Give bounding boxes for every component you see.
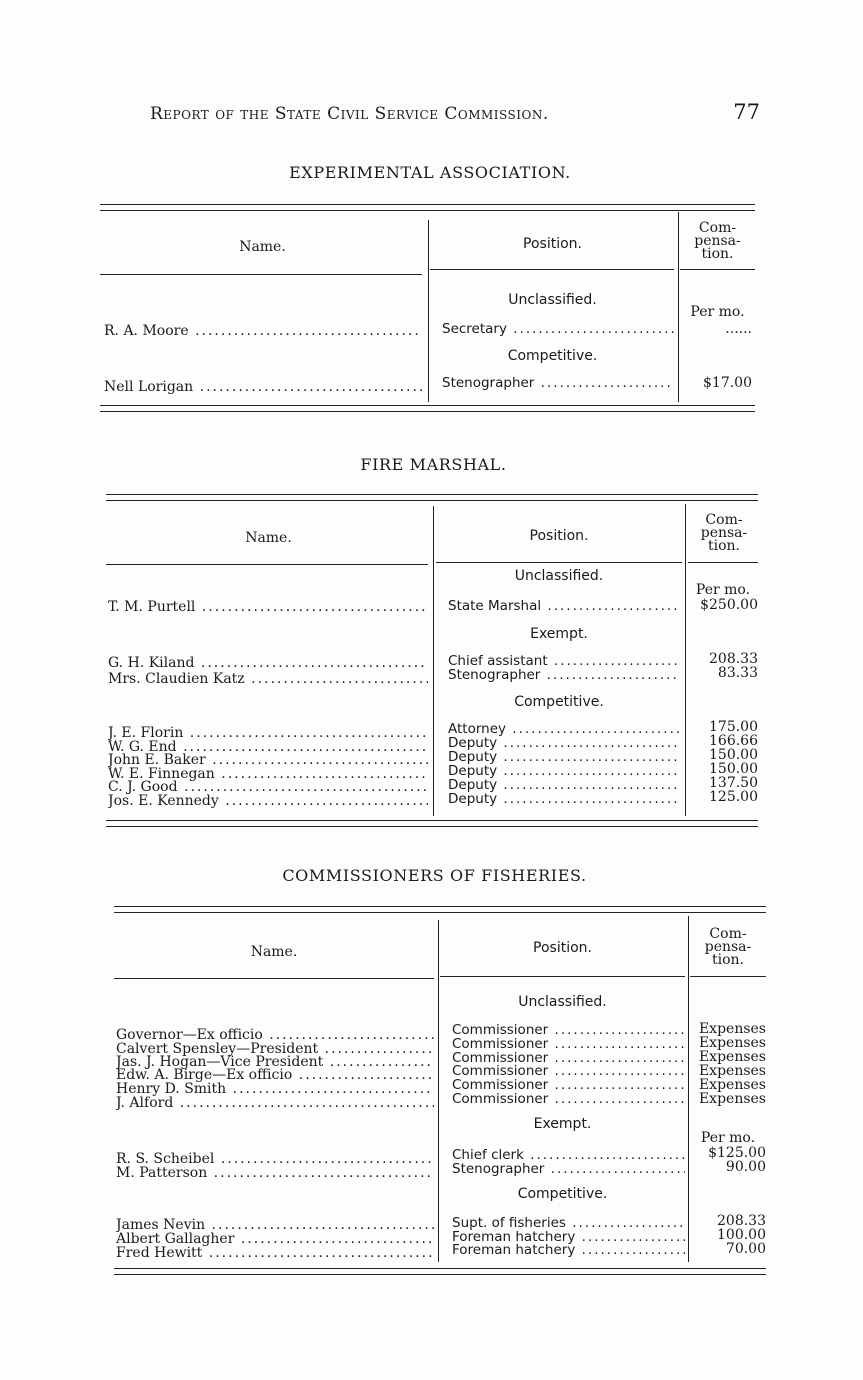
- table-row-compensation: Expenses: [698, 1049, 766, 1065]
- table-row-position: Supt. of fisheries .....: [452, 1216, 685, 1230]
- section-title: COMMISSIONERS OF FISHERIES.: [282, 866, 587, 885]
- table-row-name: J. Alford .....: [116, 1096, 434, 1110]
- table-row-compensation: Expenses: [698, 1035, 766, 1051]
- table-top-rule: [106, 494, 758, 501]
- table-row-compensation: Expenses: [698, 1091, 766, 1107]
- column-header-name: Name.: [245, 530, 292, 546]
- table-row-position: Attorney .....: [448, 722, 680, 736]
- staff-table: [114, 906, 766, 1281]
- header-rule: [680, 269, 755, 270]
- section-commissioners-of-fisheries: [112, 866, 772, 1286]
- section-title: EXPERIMENTAL ASSOCIATION.: [289, 163, 571, 182]
- table-row-name: Albert Gallagher .....: [116, 1232, 434, 1246]
- table-row-position: Stenographer .....: [448, 668, 680, 682]
- table-row-position: Commissioner .....: [452, 1064, 685, 1078]
- header-rule: [114, 978, 434, 979]
- category-competitive: Competitive.: [517, 1186, 608, 1202]
- table-row-name: Nell Lorigan .....: [104, 380, 422, 394]
- table-row-compensation: 175.00: [709, 719, 758, 735]
- table-bottom-rule: [100, 405, 755, 412]
- column-divider: [685, 504, 686, 816]
- table-row-position: Commissioner .....: [452, 1078, 685, 1092]
- column-header-name: Name.: [239, 239, 286, 255]
- table-row-name: G. H. Kiland .....: [108, 656, 428, 670]
- running-title: Report of the State Civil Service Commission.: [150, 104, 549, 124]
- table-row-compensation: $125.00: [708, 1145, 766, 1161]
- column-header-position: Position.: [529, 528, 589, 544]
- table-row-name: J. E. Florin .....: [108, 726, 428, 740]
- per-month-label: Per mo.: [700, 1130, 756, 1146]
- table-row-position: Deputy .....: [448, 778, 680, 792]
- category-unclassified: Unclassified.: [518, 994, 607, 1010]
- table-top-rule: [100, 204, 755, 211]
- category-competitive: Competitive.: [514, 694, 604, 710]
- table-row-compensation: Expenses: [698, 1021, 766, 1037]
- column-divider: [433, 506, 434, 816]
- category-unclassified: Unclassified.: [514, 568, 604, 584]
- section-title: FIRE MARSHAL.: [360, 455, 507, 474]
- column-divider: [428, 220, 429, 402]
- table-bottom-rule: [114, 1268, 766, 1275]
- table-row-position: State Marshal .....: [448, 599, 680, 613]
- table-row-name: Mrs. Claudien Katz .....: [108, 672, 428, 686]
- table-row-compensation: Expenses: [698, 1077, 766, 1093]
- column-header-position: Position.: [533, 940, 592, 956]
- table-row-position: Chief clerk .....: [452, 1148, 685, 1162]
- table-row-name: M. Patterson .....: [116, 1166, 434, 1180]
- header-rule: [436, 562, 682, 563]
- table-row-name: C. J. Good .....: [108, 780, 428, 794]
- table-row-position: Commissioner .....: [452, 1092, 685, 1106]
- table-row-position: Deputy .....: [448, 792, 680, 806]
- category-exempt: Exempt.: [533, 1116, 592, 1132]
- table-row-compensation: $250.00: [700, 597, 758, 613]
- table-row-position: Commissioner .....: [452, 1051, 685, 1065]
- table-row-name: R. A. Moore .....: [104, 324, 422, 338]
- table-row-position: Foreman hatchery .....: [452, 1230, 685, 1244]
- table-row-compensation: Expenses: [698, 1063, 766, 1079]
- table-row-position: Foreman hatchery .....: [452, 1243, 685, 1257]
- table-top-rule: [114, 906, 766, 913]
- category-competitive: Competitive.: [507, 348, 598, 364]
- table-row-position: Deputy .....: [448, 750, 680, 764]
- table-row-compensation: 137.50: [709, 775, 758, 791]
- header-rule: [106, 564, 428, 565]
- column-header-position: Position.: [523, 236, 582, 252]
- table-row-position: Secretary .....: [442, 322, 674, 336]
- table-row-name: Henry D. Smith .....: [116, 1082, 434, 1096]
- table-row-compensation: 208.33: [709, 651, 758, 667]
- table-row-position: Commissioner .....: [452, 1037, 685, 1051]
- table-row-compensation: ......: [725, 321, 752, 337]
- column-header-name: Name.: [250, 944, 298, 960]
- table-row-position: Commissioner .....: [452, 1023, 685, 1037]
- column-divider: [438, 920, 439, 1262]
- per-month-label: Per mo.: [695, 582, 751, 598]
- table-row-compensation: 70.00: [725, 1241, 766, 1257]
- column-divider: [688, 916, 689, 1262]
- section-fire-marshal: [106, 452, 766, 837]
- table-row-compensation: 166.66: [709, 733, 758, 749]
- category-exempt: Exempt.: [530, 626, 588, 642]
- header-rule: [688, 562, 758, 563]
- table-row-name: Jos. E. Kennedy .....: [108, 794, 428, 808]
- table-row-name: R. S. Scheibel .....: [116, 1152, 434, 1166]
- table-row-position: Stenographer .....: [442, 376, 674, 390]
- table-row-name: John E. Baker .....: [108, 753, 428, 767]
- per-month-label: Per mo.: [690, 304, 745, 320]
- staff-table: [106, 494, 758, 834]
- table-row-name: James Nevin .....: [116, 1218, 434, 1232]
- table-row-name: W. E. Finnegan .....: [108, 767, 428, 781]
- table-row-name: W. G. End .....: [108, 740, 428, 754]
- column-header-compensation: Com- pensa- tion.: [700, 512, 748, 554]
- header-rule: [440, 976, 685, 977]
- table-row-compensation: 150.00: [709, 761, 758, 777]
- column-header-compensation: Com- pensa- tion.: [694, 220, 741, 262]
- category-unclassified: Unclassified.: [508, 292, 597, 308]
- table-row-position: Deputy .....: [448, 764, 680, 778]
- table-row-compensation: $17.00: [703, 375, 752, 391]
- table-row-compensation: 125.00: [709, 789, 758, 805]
- table-row-position: Chief assistant .....: [448, 654, 680, 668]
- table-row-compensation: 83.33: [717, 665, 758, 681]
- staff-table: [100, 204, 755, 420]
- table-row-name: Governor—Ex officio .....: [116, 1028, 434, 1042]
- header-rule: [430, 269, 674, 270]
- table-bottom-rule: [106, 820, 758, 827]
- table-row-name: Jas. J. Hogan—Vice President .....: [116, 1055, 434, 1069]
- table-row-name: Edw. A. Birge—Ex officio .....: [116, 1068, 434, 1082]
- header-rule: [690, 976, 766, 977]
- running-head: [150, 100, 760, 124]
- table-row-compensation: 100.00: [717, 1227, 766, 1243]
- table-row-name: Calvert Spensley—President .....: [116, 1042, 434, 1056]
- section-experimental-association: [100, 160, 760, 420]
- table-row-compensation: 150.00: [709, 747, 758, 763]
- header-rule: [100, 274, 422, 275]
- table-row-compensation: 208.33: [717, 1213, 766, 1229]
- table-row-position: Deputy .....: [448, 736, 680, 750]
- page-number: 77: [733, 100, 760, 124]
- table-row-name: T. M. Purtell .....: [108, 600, 428, 614]
- column-header-compensation: Com- pensa- tion.: [704, 926, 752, 968]
- column-divider: [678, 212, 679, 402]
- table-row-position: Stenographer .....: [452, 1162, 685, 1176]
- table-row-compensation: 90.00: [725, 1159, 766, 1175]
- table-row-name: Fred Hewitt .....: [116, 1246, 434, 1260]
